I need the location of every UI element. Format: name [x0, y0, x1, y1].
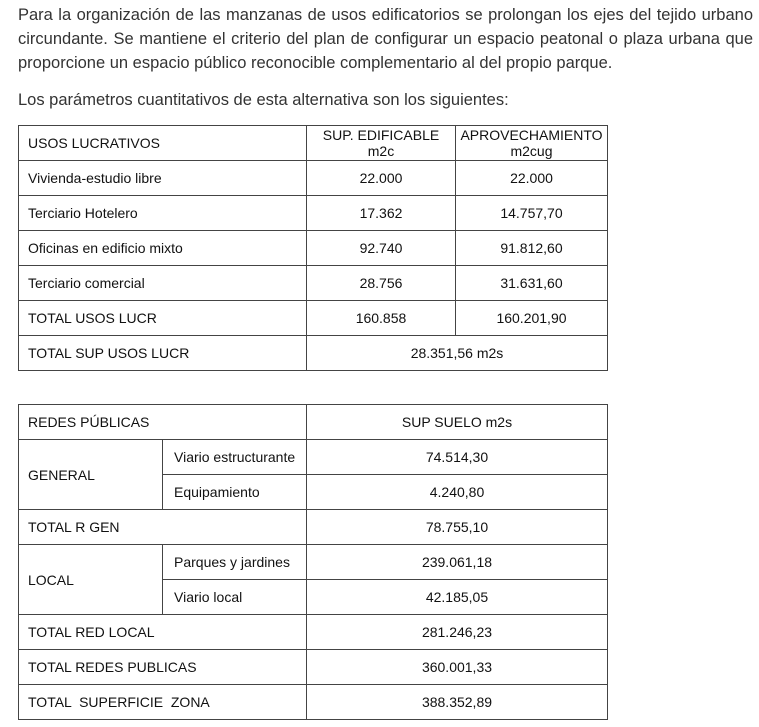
total-red-local-row: [19, 615, 608, 650]
row-sup-value: 28.756: [307, 266, 456, 301]
table-row: [19, 196, 608, 231]
group-label-local: LOCAL: [19, 545, 163, 615]
row-aprov-value: 22.000: [456, 161, 608, 196]
row-value: 74.514,30: [307, 440, 608, 475]
row-value: 239.061,18: [307, 545, 608, 580]
row-sup-value: 17.362: [307, 196, 456, 231]
header-sup-suelo: SUP SUELO m2s: [307, 405, 608, 440]
total-r-gen-row: [19, 510, 608, 545]
total-sup-usos-lucr-row: [19, 336, 608, 371]
table-header-row: [19, 405, 608, 440]
header-usos-lucrativos: USOS LUCRATIVOS: [19, 126, 307, 161]
row-value: 360.001,33: [307, 650, 608, 685]
intro-paragraph: Para la organización de las manzanas de usos edificatorios se prolongan los ejes del tejido urbano circundante. Se mantiene el criterio del plan de configurar un espacio peatonal o plaza urbana que proporcione un espacio público reconocible complementario al del propio parque.: [18, 6, 753, 72]
row-sup-value: 160.858: [307, 301, 456, 336]
row-label: Vivienda-estudio libre: [19, 161, 307, 196]
row-label: TOTAL SUP USOS LUCR: [19, 336, 307, 371]
table-header-row: [19, 126, 608, 161]
row-value: 388.352,89: [307, 685, 608, 720]
table-row: [19, 161, 608, 196]
total-usos-lucr-row: [19, 301, 608, 336]
table-row: [19, 231, 608, 266]
row-value: 78.755,10: [307, 510, 608, 545]
row-aprov-value: 91.812,60: [456, 231, 608, 266]
usos-lucrativos-table: [18, 125, 608, 371]
redes-publicas-table: [18, 404, 608, 720]
row-label: Terciario comercial: [19, 266, 307, 301]
header-sup-edificable-line1: SUP. EDIFICABLE: [322, 127, 440, 143]
row-value: 281.246,23: [307, 615, 608, 650]
row-label: TOTAL USOS LUCR: [19, 301, 307, 336]
row-sublabel: Viario estructurante: [163, 440, 307, 475]
row-label: TOTAL R GEN: [19, 510, 307, 545]
parameters-paragraph: Los parámetros cuantitativos de esta alternativa son los siguientes:: [18, 91, 509, 109]
row-label: TOTAL SUPERFICIE ZONA: [19, 685, 307, 720]
row-sublabel: Equipamiento: [163, 475, 307, 510]
header-redes-publicas: REDES PÚBLICAS: [19, 405, 307, 440]
row-label: Terciario Hotelero: [19, 196, 307, 231]
row-value: 4.240,80: [307, 475, 608, 510]
table-row: [19, 440, 608, 475]
row-sup-value: 22.000: [307, 161, 456, 196]
row-sublabel: Viario local: [163, 580, 307, 615]
header-sup-edificable-unit: m2c: [367, 143, 395, 159]
table-row: [19, 545, 608, 580]
row-sublabel: Parques y jardines: [163, 545, 307, 580]
table-row: [19, 266, 608, 301]
total-redes-publicas-row: [19, 650, 608, 685]
header-aprovechamiento: [456, 126, 608, 161]
group-label-general: GENERAL: [19, 440, 163, 510]
header-sup-edificable: [307, 126, 456, 161]
row-label: Oficinas en edificio mixto: [19, 231, 307, 266]
row-aprov-value: 160.201,90: [456, 301, 608, 336]
header-aprovechamiento-unit: m2cug: [510, 143, 553, 159]
row-label: TOTAL RED LOCAL: [19, 615, 307, 650]
row-aprov-value: 14.757,70: [456, 196, 608, 231]
row-label: TOTAL REDES PUBLICAS: [19, 650, 307, 685]
row-merged-value: 28.351,56 m2s: [307, 336, 608, 371]
total-superficie-zona-row: [19, 685, 608, 720]
row-aprov-value: 31.631,60: [456, 266, 608, 301]
header-aprovechamiento-line1: APROVECHAMIENTO: [460, 127, 603, 143]
row-sup-value: 92.740: [307, 231, 456, 266]
row-value: 42.185,05: [307, 580, 608, 615]
